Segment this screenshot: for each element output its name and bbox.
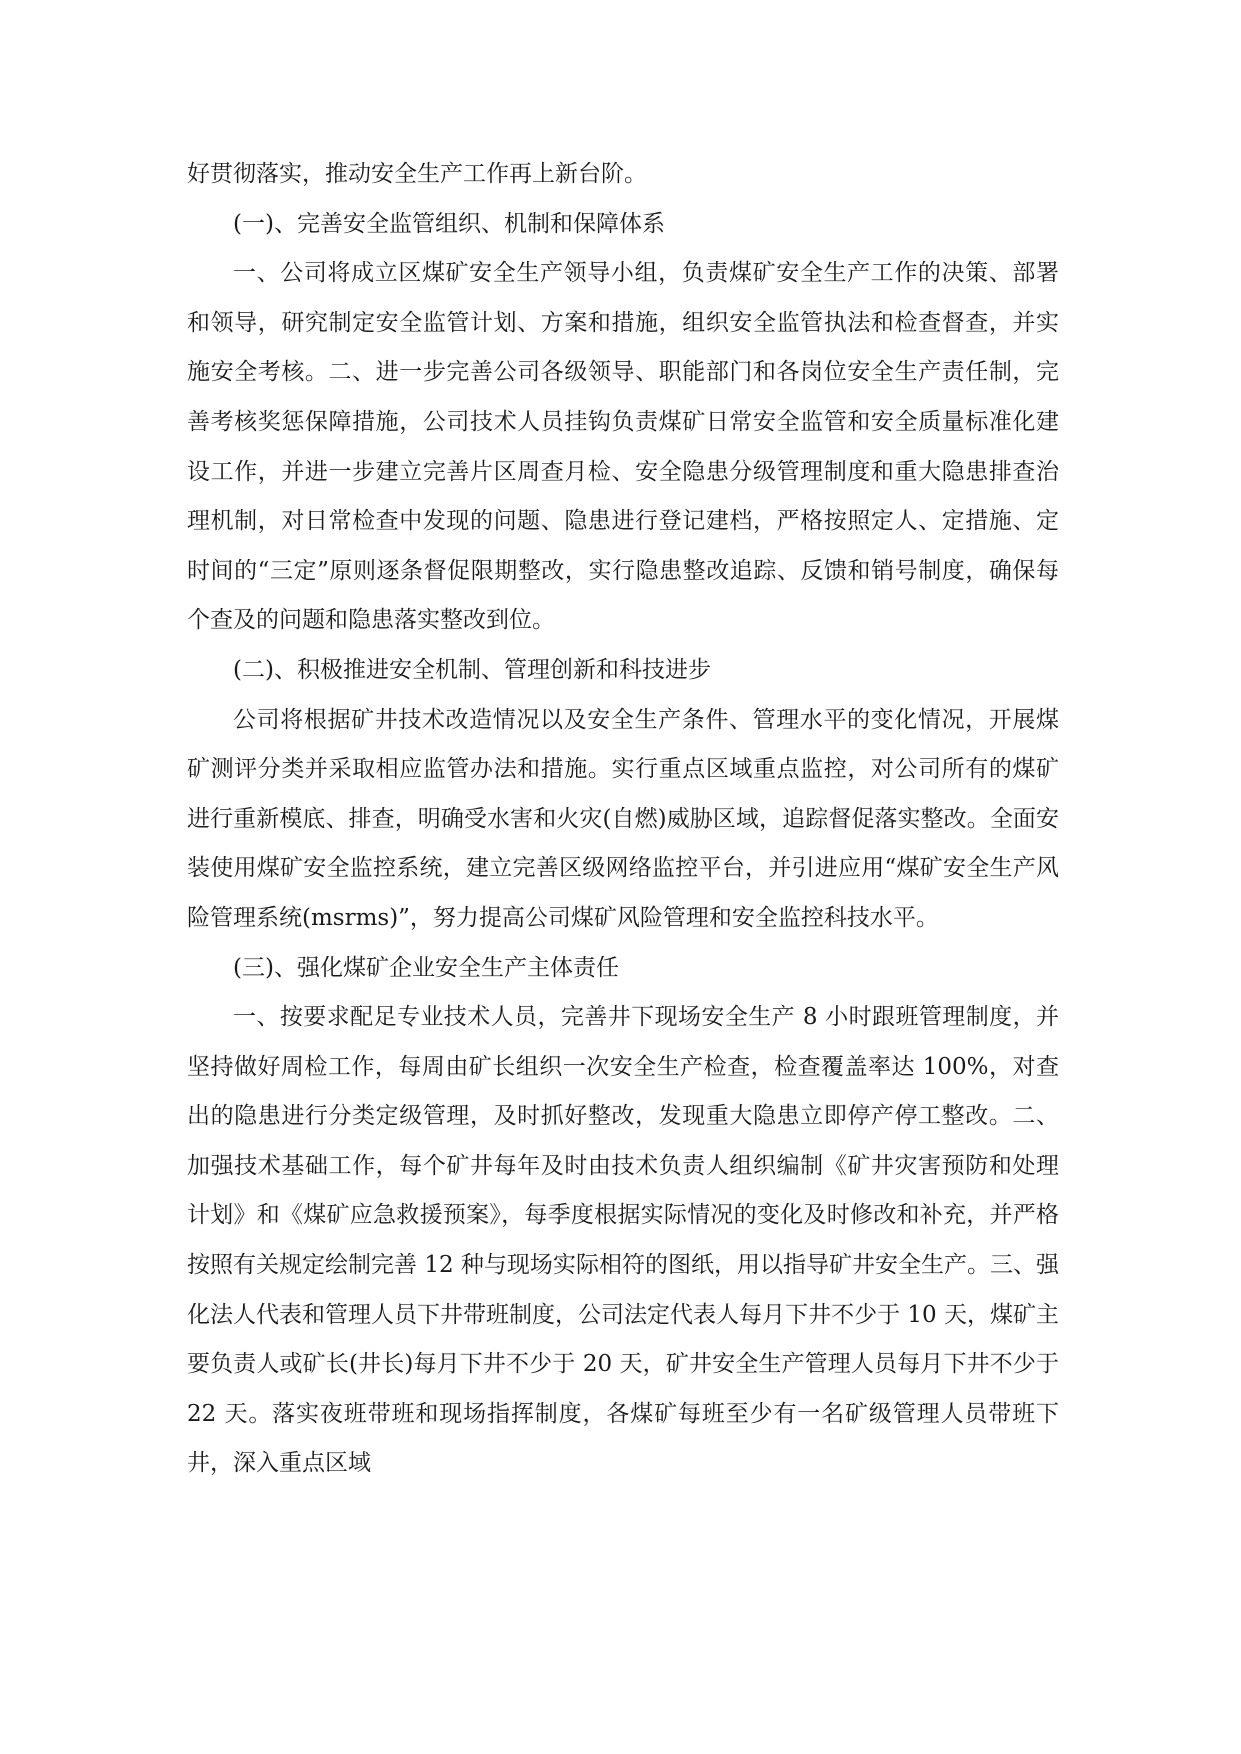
body-paragraph-1: 一、公司将成立区煤矿安全生产领导小组，负责煤矿安全生产工作的决策、部署和领导，研究制定安全监管计划、方案和措施，组织安全监管执法和检查督查，并实施安全考核。二、进一步完善公司各级领导、职能部门和各岗位安全生产责任制，完善考核奖惩保障措施，公司技术人员挂钩负责煤矿日常安全监管和安全质量标准化建设工作，并进一步建立完善片区周查月检、安全隐患分级管理制度和重大隐患排查治理机制，对日常检查中发现的问题、隐患进行登记建档，严格按照定人、定措施、定时间的“三定”原则逐条督促限期整改，实行隐患整改追踪、反馈和销号制度，确保每个查及的问题和隐患落实整改到位。 — [187, 260, 1059, 634]
body-paragraph-3: 一、按要求配足专业技术人员，完善井下现场安全生产 8 小时跟班管理制度，并坚持做好周检工作，每周由矿长组织一次安全生产检查，检查覆盖率达 100%，对查出的隐患进行分类定级管理，及时抓好整改，发现重大隐患立即停产停工整改。二、加强技术基础工作，每个矿井每年及时由技术负责人组织编制《矿井灾害预防和处理计划》和《煤矿应急救援预案》，每季度根据实际情况的变化及时修改和补充，并严格按照有关规定绘制完善 12 种与现场实际相符的图纸，用以指导矿井安全生产。三、强化法人代表和管理人员下井带班制度，公司法定代表人每月下井不少于 10 天，煤矿主要负责人或矿长(井长)每月下井不少于 20 天，矿井安全生产管理人员每月下井不少于 22 天。落实夜班带班和现场指挥制度，各煤矿每班至少有一名矿级管理人员带班下井，深入重点区域 — [187, 1004, 1059, 1477]
section-heading-1: (一)、完善安全监管组织、机制和保障体系 — [233, 210, 665, 237]
document-body — [187, 150, 1059, 1489]
body-paragraph-2: 公司将根据矿井技术改造情况以及安全生产条件、管理水平的变化情况，开展煤矿测评分类并采取相应监管办法和措施。实行重点区域重点监控，对公司所有的煤矿进行重新模底、排查，明确受水害和火灾(自燃)威胁区域，追踪督促落实整改。全面安装使用煤矿安全监控系统，建立完善区级网络监控平台，并引进应用“煤矿安全生产风险管理系统(msrms)”，努力提高公司煤矿风险管理和安全监控科技水平。 — [187, 706, 1059, 931]
continuation-paragraph: 好贯彻落实，推动安全生产工作再上新台阶。 — [187, 161, 647, 187]
section-heading-3: (三)、强化煤矿企业安全生产主体责任 — [233, 954, 619, 981]
section-heading-2: (二)、积极推进安全机制、管理创新和科技进步 — [233, 656, 711, 683]
